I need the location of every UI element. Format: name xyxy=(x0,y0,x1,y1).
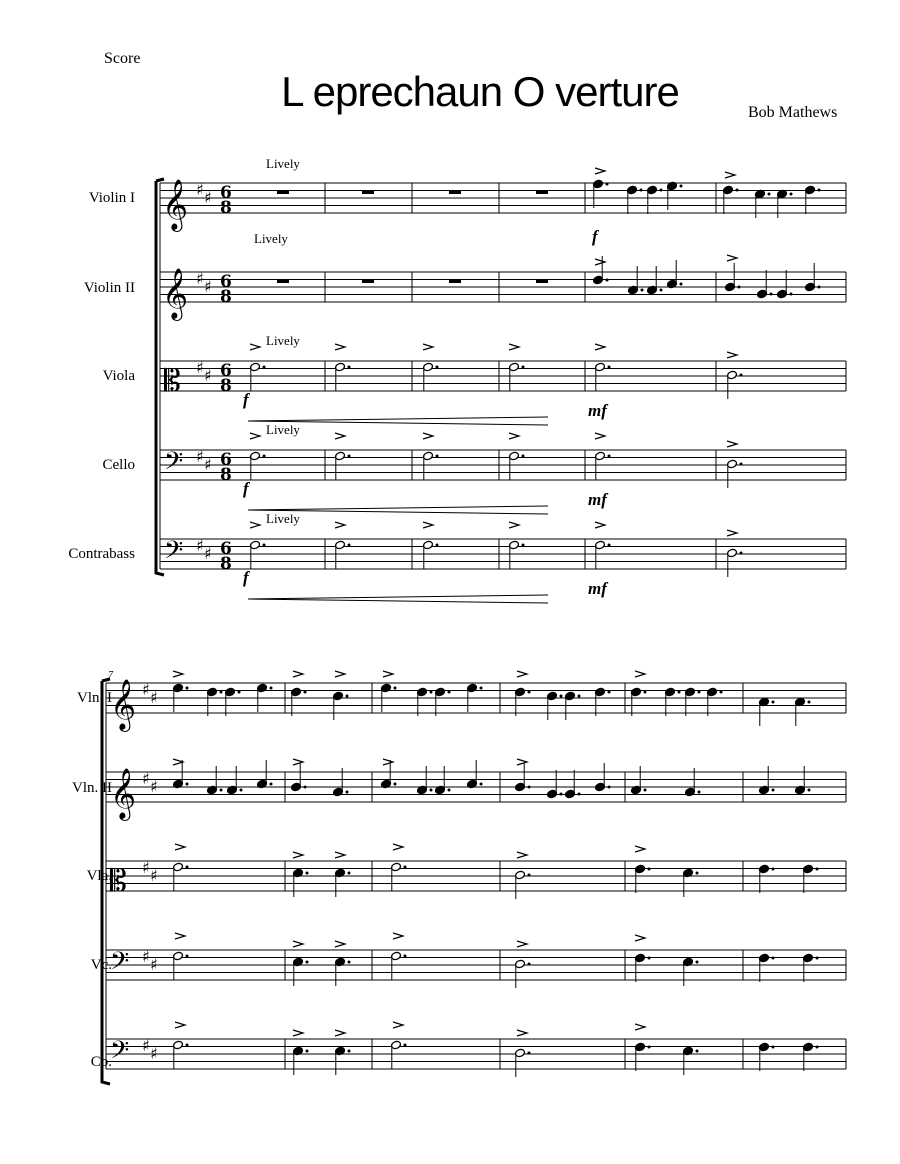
accent-mark xyxy=(509,433,519,439)
accent-mark xyxy=(517,671,527,677)
note xyxy=(257,760,273,789)
accent-mark xyxy=(725,172,735,178)
accent-mark xyxy=(250,522,260,528)
note xyxy=(381,760,397,789)
dynamic-forte-viola: f xyxy=(243,390,249,409)
treble-clef-icon: 𝄞 xyxy=(162,268,189,319)
treble-clef-icon: 𝄞 xyxy=(110,679,137,730)
dotted-half-note xyxy=(391,951,407,980)
dotted-quarter-note xyxy=(683,868,699,897)
accent-mark xyxy=(423,522,433,528)
decrescendo-hairpin xyxy=(248,595,548,599)
dotted-half-note xyxy=(423,362,439,391)
accent-mark xyxy=(423,433,433,439)
dotted-half-note xyxy=(250,362,266,391)
accent-mark xyxy=(383,671,393,677)
time-signature-top: 6 xyxy=(220,272,232,292)
dotted-half-note xyxy=(250,540,266,569)
accent-mark xyxy=(293,941,303,947)
accent-mark xyxy=(635,846,645,852)
dotted-quarter-note xyxy=(293,1046,309,1075)
whole-rest xyxy=(536,279,548,283)
decrescendo-hairpin xyxy=(248,506,548,510)
note xyxy=(417,687,433,716)
dotted-half-note xyxy=(391,862,407,891)
accent-mark xyxy=(250,344,260,350)
dotted-half-note xyxy=(509,362,525,391)
instrument-label-vc: Vc. xyxy=(90,957,112,973)
dotted-half-note xyxy=(515,870,531,899)
instrument-label-contrabass: Contrabass xyxy=(68,546,135,562)
accent-mark xyxy=(293,1030,303,1036)
time-signature-bottom: 8 xyxy=(220,287,232,307)
accent-mark xyxy=(293,852,303,858)
bass-clef-icon: 𝄢 xyxy=(164,536,184,571)
instrument-label-vln-2: Vln. II xyxy=(72,780,112,796)
dotted-half-note xyxy=(250,451,266,480)
note xyxy=(467,760,483,789)
whole-rest xyxy=(277,279,289,283)
note xyxy=(805,263,821,292)
dynamic-mf-cello: mf xyxy=(588,490,607,509)
dotted-quarter-note xyxy=(803,864,819,893)
instrument-label-cb: Cb. xyxy=(90,1054,112,1070)
accent-mark xyxy=(635,671,645,677)
dotted-quarter-note xyxy=(759,953,775,982)
dotted-quarter-note xyxy=(803,953,819,982)
accent-mark xyxy=(175,1022,185,1028)
whole-rest xyxy=(277,190,289,194)
dotted-half-note xyxy=(173,862,189,891)
time-signature-bottom: 8 xyxy=(220,198,232,218)
note xyxy=(723,185,739,214)
dotted-half-note xyxy=(335,362,351,391)
dotted-half-note xyxy=(423,451,439,480)
dotted-half-note xyxy=(515,959,531,988)
note xyxy=(207,687,223,716)
accent-mark xyxy=(595,344,605,350)
dotted-half-note xyxy=(423,540,439,569)
staff-system1-4 xyxy=(160,450,846,480)
tempo-mark-violin-1: Lively xyxy=(266,156,300,171)
accent-mark xyxy=(595,522,605,528)
alto-clef-icon: 𝄡 xyxy=(164,364,181,399)
staff-system1-5 xyxy=(160,539,846,569)
dotted-quarter-note xyxy=(759,864,775,893)
staff-system2-4 xyxy=(106,950,846,980)
bass-clef-icon: 𝄢 xyxy=(110,1036,130,1071)
dotted-quarter-note xyxy=(635,864,651,893)
staff-system1-2 xyxy=(160,272,846,302)
accent-mark xyxy=(595,259,605,265)
note xyxy=(595,687,611,716)
dotted-half-note xyxy=(595,362,611,391)
tempo-mark-cello: Lively xyxy=(266,422,300,437)
sharp-icon: ♯ xyxy=(204,188,212,207)
measure-number: 7 xyxy=(108,670,113,681)
staff-system2-3 xyxy=(106,861,846,891)
note xyxy=(795,766,811,795)
page-title: L eprechaun O verture xyxy=(281,68,679,115)
note xyxy=(665,687,681,716)
note xyxy=(755,189,771,218)
note xyxy=(685,687,701,716)
dotted-quarter-note xyxy=(335,957,351,986)
dotted-quarter-note xyxy=(803,1042,819,1071)
instrument-label-vln-1: Vln. I xyxy=(77,690,112,706)
time-signature-top: 6 xyxy=(220,183,232,203)
accent-mark xyxy=(393,933,403,939)
note xyxy=(628,266,644,295)
sharp-icon: ♯ xyxy=(142,680,150,699)
dynamic-forte-cello: f xyxy=(243,479,249,498)
accent-mark xyxy=(635,1024,645,1030)
sharp-icon: ♯ xyxy=(204,455,212,474)
note xyxy=(435,687,451,716)
note xyxy=(515,763,531,792)
bass-clef-icon: 𝄢 xyxy=(110,947,130,982)
note xyxy=(631,766,647,795)
bass-clef-icon: 𝄢 xyxy=(164,447,184,482)
instrument-label-vla: Vla. xyxy=(86,868,112,884)
accent-mark xyxy=(727,530,737,536)
decrescendo-hairpin xyxy=(248,417,548,421)
accent-mark xyxy=(517,941,527,947)
note xyxy=(667,260,683,289)
accent-mark xyxy=(517,852,527,858)
note xyxy=(759,766,775,795)
dotted-half-note xyxy=(595,451,611,480)
time-signature-top: 6 xyxy=(220,450,232,470)
note xyxy=(759,697,775,726)
decrescendo-hairpin xyxy=(248,599,548,603)
accent-mark xyxy=(727,255,737,261)
accent-mark xyxy=(383,759,393,765)
dotted-half-note xyxy=(509,451,525,480)
sharp-icon: ♯ xyxy=(196,180,204,199)
accent-mark xyxy=(595,433,605,439)
accent-mark xyxy=(293,671,303,677)
sharp-icon: ♯ xyxy=(142,947,150,966)
dotted-half-note xyxy=(595,540,611,569)
instrument-label-viola: Viola xyxy=(102,368,135,384)
note xyxy=(777,270,793,299)
dynamic-mf-viola: mf xyxy=(588,401,607,420)
dotted-quarter-note xyxy=(635,1042,651,1071)
sharp-icon: ♯ xyxy=(150,955,158,974)
dotted-half-note xyxy=(173,951,189,980)
accent-mark xyxy=(727,352,737,358)
time-signature-bottom: 8 xyxy=(220,465,232,485)
instrument-label-violin-1: Violin I xyxy=(88,190,135,206)
staff-system1-1 xyxy=(160,183,846,213)
dotted-half-note xyxy=(391,1040,407,1069)
whole-rest xyxy=(449,279,461,283)
sharp-icon: ♯ xyxy=(142,769,150,788)
note xyxy=(227,766,243,795)
note xyxy=(207,766,223,795)
whole-rest xyxy=(449,190,461,194)
dynamic-mf-contrabass: mf xyxy=(588,579,607,598)
dotted-quarter-note xyxy=(335,868,351,897)
accent-mark xyxy=(335,1030,345,1036)
dotted-half-note xyxy=(727,548,743,577)
note xyxy=(291,687,307,716)
accent-mark xyxy=(250,433,260,439)
dotted-half-note xyxy=(335,451,351,480)
score-label: Score xyxy=(104,50,141,67)
time-signature-top: 6 xyxy=(220,539,232,559)
note xyxy=(725,263,741,292)
instrument-label-violin-2: Violin II xyxy=(83,280,135,296)
dotted-half-note xyxy=(173,1040,189,1069)
dotted-quarter-note xyxy=(683,1046,699,1075)
accent-mark xyxy=(423,344,433,350)
note xyxy=(757,270,773,299)
sharp-icon: ♯ xyxy=(142,858,150,877)
accent-mark xyxy=(727,441,737,447)
dotted-quarter-note xyxy=(335,1046,351,1075)
note xyxy=(631,687,647,716)
whole-rest xyxy=(536,190,548,194)
accent-mark xyxy=(175,844,185,850)
sharp-icon: ♯ xyxy=(150,777,158,796)
whole-rest xyxy=(362,190,374,194)
note xyxy=(565,770,581,799)
treble-clef-icon: 𝄞 xyxy=(110,768,137,819)
sharp-icon: ♯ xyxy=(150,866,158,885)
note xyxy=(291,763,307,792)
accent-mark xyxy=(335,852,345,858)
time-signature-bottom: 8 xyxy=(220,554,232,574)
dotted-half-note xyxy=(509,540,525,569)
dotted-quarter-note xyxy=(635,953,651,982)
note xyxy=(647,266,663,295)
sharp-icon: ♯ xyxy=(196,358,204,377)
sharp-icon: ♯ xyxy=(150,1044,158,1063)
sharp-icon: ♯ xyxy=(204,544,212,563)
note xyxy=(225,687,241,716)
accent-mark xyxy=(595,168,605,174)
accent-mark xyxy=(517,759,527,765)
dotted-quarter-note xyxy=(683,957,699,986)
sharp-icon: ♯ xyxy=(150,688,158,707)
note xyxy=(435,766,451,795)
dynamic-forte-contrabass: f xyxy=(243,568,249,587)
note xyxy=(795,697,811,726)
note xyxy=(595,763,611,792)
dotted-half-note xyxy=(515,1048,531,1077)
accent-mark xyxy=(509,344,519,350)
accent-mark xyxy=(335,671,345,677)
accent-mark xyxy=(517,1030,527,1036)
accent-mark xyxy=(173,759,183,765)
accent-mark xyxy=(175,933,185,939)
time-signature-top: 6 xyxy=(220,361,232,381)
dotted-half-note xyxy=(727,370,743,399)
sharp-icon: ♯ xyxy=(196,536,204,555)
accent-mark xyxy=(335,522,345,528)
note xyxy=(777,189,793,218)
note xyxy=(627,185,643,214)
dotted-half-note xyxy=(727,459,743,488)
note xyxy=(515,687,531,716)
accent-mark xyxy=(173,671,183,677)
tempo-mark-violin-2: Lively xyxy=(254,231,288,246)
note xyxy=(417,766,433,795)
accent-mark xyxy=(393,844,403,850)
dotted-half-note xyxy=(335,540,351,569)
instrument-label-cello: Cello xyxy=(102,457,135,473)
note xyxy=(593,179,609,208)
accent-mark xyxy=(509,522,519,528)
dynamic-forte-violin-1: f xyxy=(592,227,598,246)
sharp-icon: ♯ xyxy=(142,1036,150,1055)
alto-clef-icon: 𝄡 xyxy=(110,864,127,899)
accent-mark xyxy=(335,344,345,350)
accent-mark xyxy=(393,1022,403,1028)
accent-mark xyxy=(335,433,345,439)
staff-system2-5 xyxy=(106,1039,846,1069)
note xyxy=(805,185,821,214)
note xyxy=(707,687,723,716)
sharp-icon: ♯ xyxy=(204,366,212,385)
accent-mark xyxy=(293,759,303,765)
sharp-icon: ♯ xyxy=(196,269,204,288)
dotted-quarter-note xyxy=(293,868,309,897)
composer-name: Bob Mathews xyxy=(748,104,838,121)
note xyxy=(547,770,563,799)
dotted-quarter-note xyxy=(293,957,309,986)
tempo-mark-viola: Lively xyxy=(266,333,300,348)
tempo-mark-contrabass: Lively xyxy=(266,511,300,526)
treble-clef-icon: 𝄞 xyxy=(162,179,189,230)
staff-system1-3 xyxy=(160,361,846,391)
note xyxy=(647,185,663,214)
accent-mark xyxy=(635,935,645,941)
whole-rest xyxy=(362,279,374,283)
time-signature-bottom: 8 xyxy=(220,376,232,396)
dotted-quarter-note xyxy=(759,1042,775,1071)
sharp-icon: ♯ xyxy=(204,277,212,296)
sharp-icon: ♯ xyxy=(196,447,204,466)
accent-mark xyxy=(335,941,345,947)
